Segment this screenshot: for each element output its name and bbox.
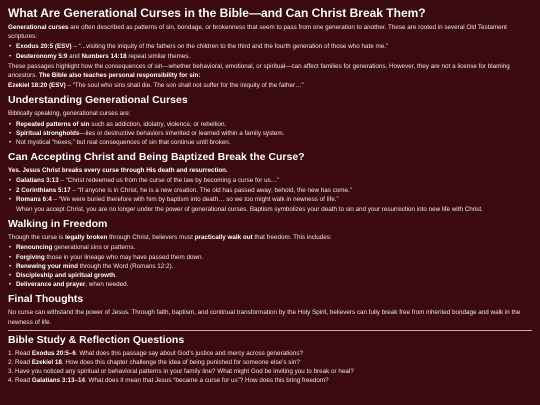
list-item: 3. Have you noticed any spiritual or behavioral patterns in your family line? What might God be inviting you to break or heal? bbox=[8, 368, 354, 376]
list-item: 1. Read Exodus 20:5–6. What does this passage say about God’s justice and mercy across generations? bbox=[8, 349, 303, 357]
section-heading-christ: Can Accepting Christ and Being Baptized Break the Curse? bbox=[8, 151, 305, 164]
divider bbox=[8, 330, 532, 331]
section-paragraph: Biblically speaking, generational curses are: bbox=[8, 110, 131, 118]
scripture-list bbox=[8, 176, 532, 204]
list-item: • Not mystical “hexes,” but real consequences of sin that continue until broken. bbox=[8, 138, 532, 147]
intro-paragraph-2: These passages highlight how the consequences of sin—whether behavioral, emotional, or spiritual—can affect families for generations. However, they are not a license for blaming ancestors. The Bible also teaches personal responsibility for sin: bbox=[8, 62, 510, 80]
section-heading-study: Bible Study & Reflection Questions bbox=[8, 333, 185, 346]
list-item: 2. Read Ezekiel 18. How does this chapter challenge the idea of being punished for someone else’s sin? bbox=[8, 359, 300, 367]
list-item: • Exodus 20:5 (ESV) – “...visiting the iniquity of the fathers on the children to the third and the fourth generation of those who hate me.” bbox=[8, 42, 532, 51]
section-heading-final: Final Thoughts bbox=[8, 293, 84, 306]
list-item: • Discipleship and spiritual growth. bbox=[8, 271, 532, 280]
list-item: • Deliverance and prayer, when needed. bbox=[8, 280, 532, 289]
ezekiel-quote: Ezekiel 18:20 (ESV) – “The soul who sins shall die. The son shall not suffer for the iniquity of the father…” bbox=[8, 82, 304, 90]
list-item: • Renouncing generational sins or patterns. bbox=[8, 243, 532, 252]
list-item: • Spiritual strongholds—lies or destructive behaviors inherited or learned within a family system. bbox=[8, 129, 532, 138]
study-questions bbox=[8, 349, 532, 386]
list-item: • Renewing your mind through the Word (Romans 12:2). bbox=[8, 262, 532, 271]
list-item: • Forgiving those in your lineage who may have passed them down. bbox=[8, 253, 532, 262]
section-heading-freedom: Walking in Freedom bbox=[8, 218, 108, 231]
freedom-list bbox=[8, 243, 532, 289]
list-item: • 2 Corinthians 5:17 – “If anyone is in Christ, he is a new creation. The old has passed away; behold, the new has come.” bbox=[8, 186, 532, 195]
page-title: What Are Generational Curses in the Bible—and Can Christ Break Them? bbox=[8, 6, 426, 20]
understanding-list bbox=[8, 120, 532, 148]
list-item: • Deuteronomy 5:9 and Numbers 14:18 repeat similar themes. bbox=[8, 52, 532, 61]
intro-paragraph: Generational curses are often described as patterns of sin, bondage, or brokenness that seem to pass from one generation to another. These are rooted in several Old Testament scriptures: bbox=[8, 24, 507, 41]
list-item: • Repeated patterns of sin such as addiction, idolatry, violence, or rebellion. bbox=[8, 120, 532, 129]
intro-list bbox=[8, 42, 532, 60]
section-heading-understanding: Understanding Generational Curses bbox=[8, 94, 188, 107]
section-lead: Yes. Jesus Christ breaks every curse through His death and resurrection. bbox=[8, 167, 228, 175]
list-item: • Galatians 3:13 – “Christ redeemed us from the curse of the law by becoming a curse for us…” bbox=[8, 176, 532, 185]
section-paragraph: No curse can withstand the power of Jesus. Through faith, baptism, and continual transformation by the Holy Spirit, believers can fully break free from inherited bondage and walk in the newness of life. bbox=[8, 309, 521, 326]
list-item: • Romans 6:4 – “We were buried therefore with him by baptism into death… so we too might walk in newness of life.” bbox=[8, 195, 532, 204]
section-paragraph: When you accept Christ, you are no longer under the power of generational curses. Baptism symbolizes your death to sin and your resurrection into new life with Christ. bbox=[16, 206, 483, 214]
section-paragraph: Though the curse is legally broken through Christ, believers must practically walk out that freedom. This includes: bbox=[8, 234, 332, 242]
list-item: 4. Read Galatians 3:13–14. What does it mean that Jesus “became a curse for us”? How does this bring freedom? bbox=[8, 377, 329, 385]
